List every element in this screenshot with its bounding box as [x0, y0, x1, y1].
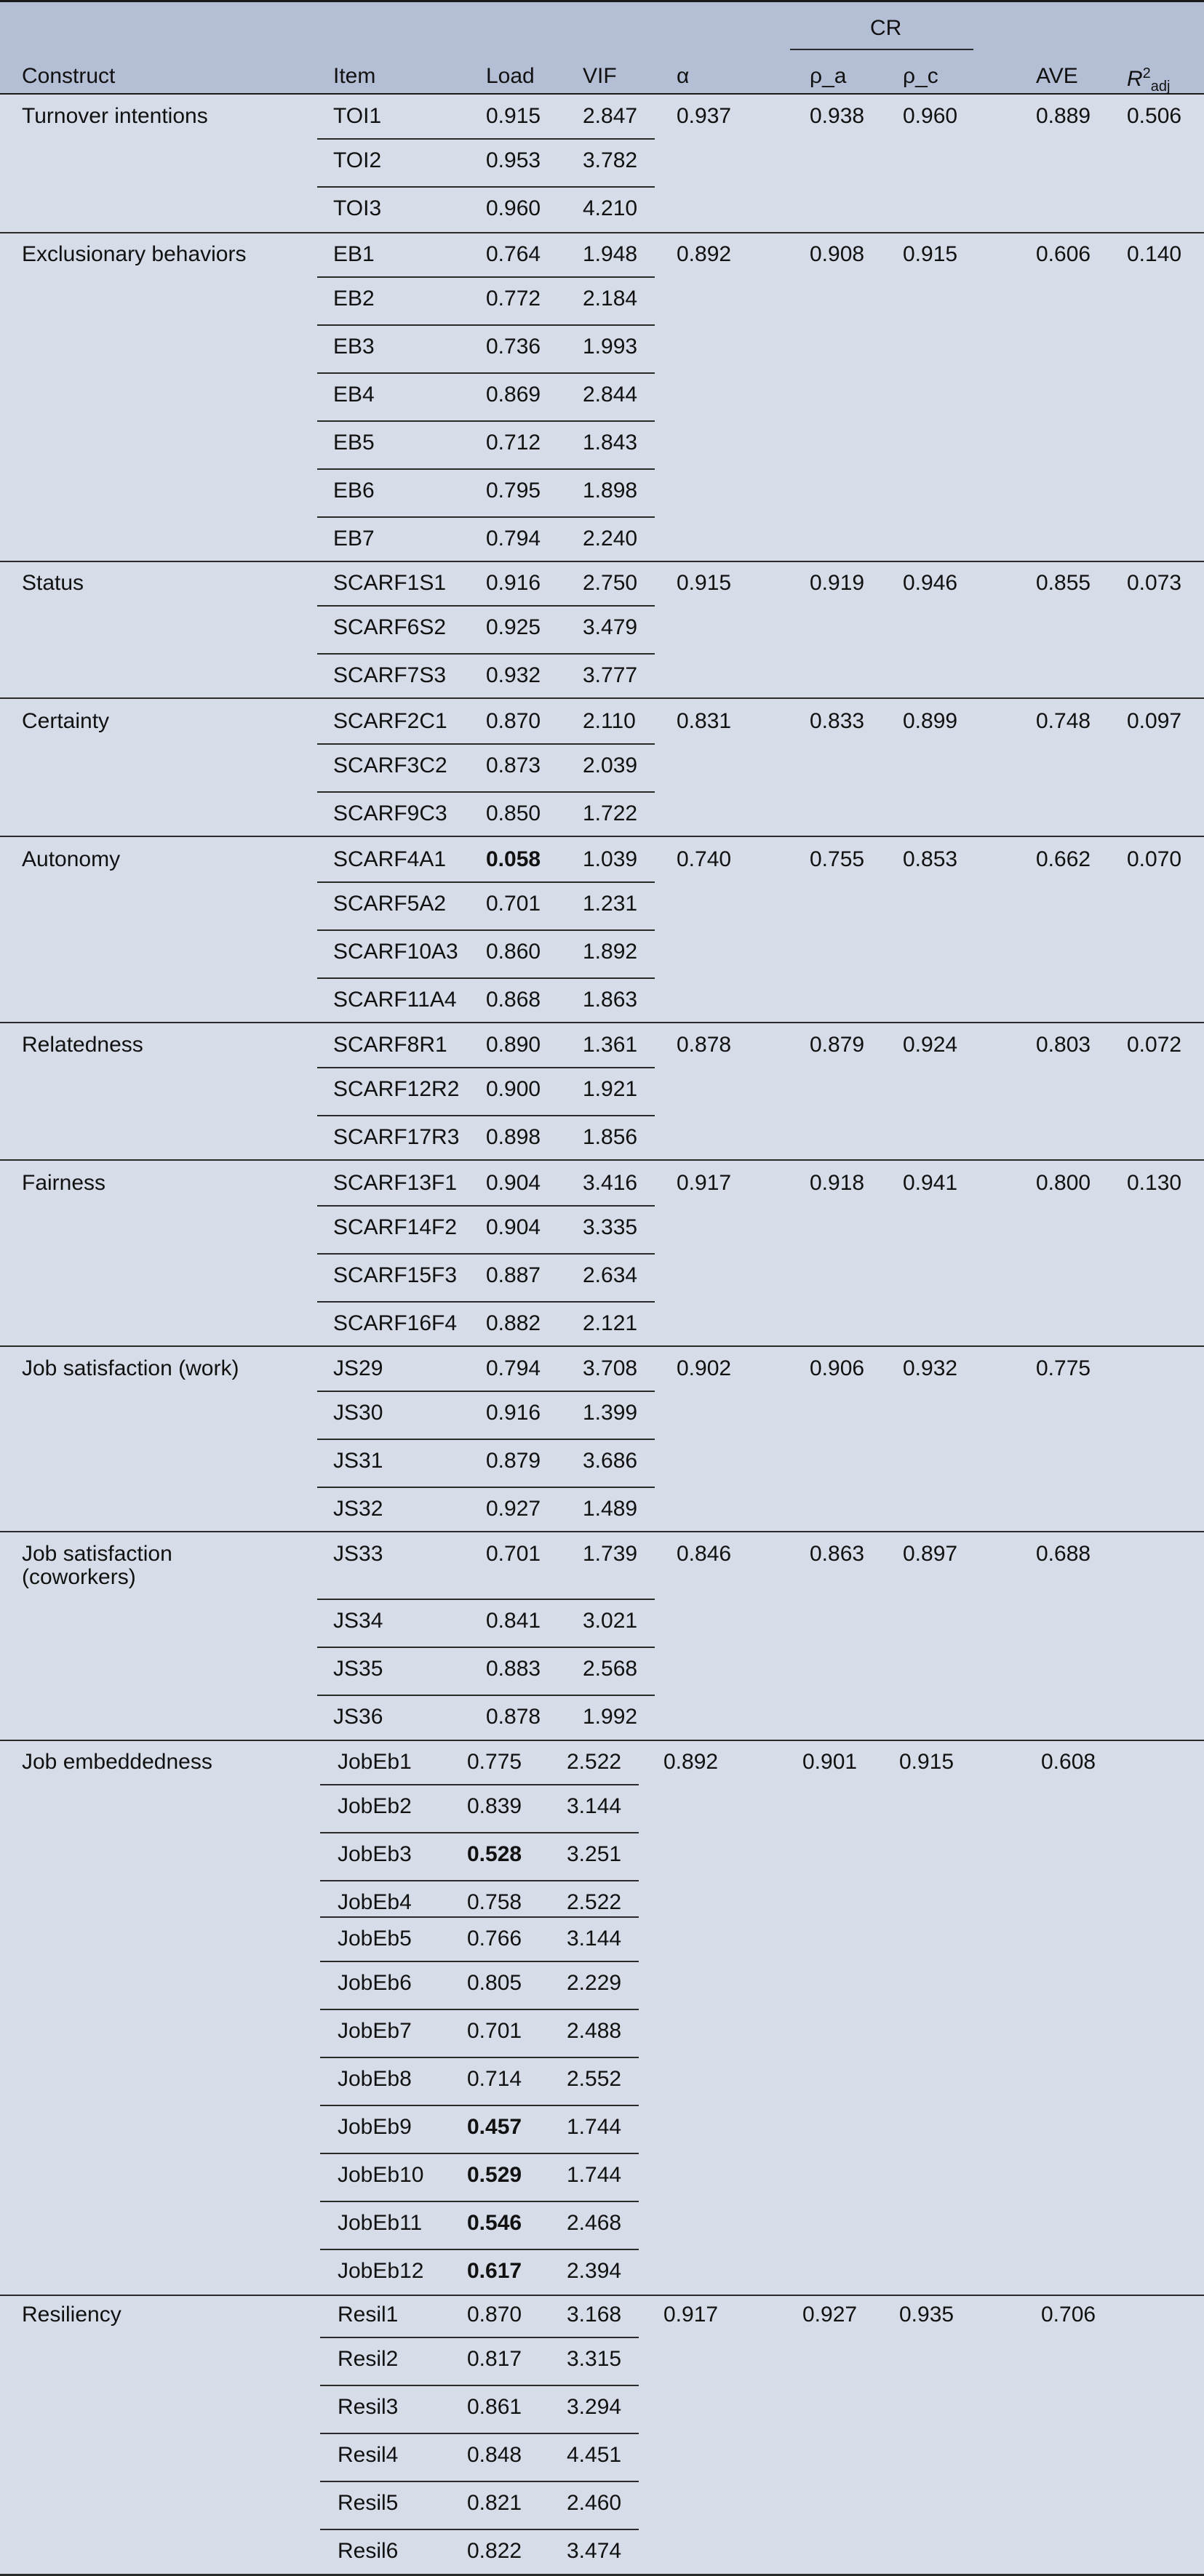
loading-value: 0.839 [467, 1794, 522, 1818]
group-divider [0, 1159, 1204, 1161]
item-label: SCARF9C3 [333, 801, 447, 825]
item-divider [317, 1439, 655, 1440]
group-divider [0, 561, 1204, 562]
item-divider [317, 420, 655, 422]
loading-value: 0.775 [467, 1750, 522, 1774]
item-label: EB7 [333, 527, 375, 551]
group-divider [0, 1740, 1204, 1741]
item-divider [317, 1205, 655, 1207]
group-divider [0, 232, 1204, 233]
vif-value: 2.039 [583, 753, 638, 777]
group-divider [0, 1345, 1204, 1347]
construct-label: Job satisfaction (work) [22, 1356, 239, 1380]
vif-value: 2.110 [583, 709, 636, 733]
vif-value: 2.394 [567, 2259, 622, 2283]
loading-value: 0.772 [486, 287, 541, 311]
r2adj-value: 0.073 [1127, 571, 1182, 595]
item-label: JobEb3 [338, 1842, 412, 1866]
rho-a-value: 0.833 [810, 709, 865, 733]
vif-value: 1.892 [583, 940, 638, 964]
item-divider [317, 468, 655, 470]
vif-value: 3.294 [567, 2395, 622, 2419]
item-label: EB5 [333, 431, 375, 455]
loading-value: 0.617 [467, 2259, 522, 2283]
vif-value: 3.168 [567, 2303, 622, 2327]
rho-a-value: 0.927 [802, 2303, 858, 2327]
item-label: EB1 [333, 242, 375, 266]
vif-value: 1.361 [583, 1033, 638, 1057]
header-vif: VIF [583, 64, 617, 88]
rho-a-value: 0.755 [810, 847, 865, 871]
item-divider [320, 2385, 639, 2386]
loading-value: 0.887 [486, 1263, 541, 1287]
loading-value: 0.758 [467, 1890, 522, 1914]
item-label: SCARF10A3 [333, 940, 458, 964]
vif-value: 3.474 [567, 2539, 622, 2563]
loading-value: 0.528 [467, 1842, 522, 1866]
item-label: Resil5 [338, 2491, 399, 2515]
header-item: Item [333, 64, 376, 88]
vif-value: 1.231 [583, 892, 638, 916]
item-divider [317, 1301, 655, 1303]
item-divider [320, 2249, 639, 2250]
rho-a-value: 0.908 [810, 242, 865, 266]
item-label: EB6 [333, 479, 375, 503]
item-divider [317, 1695, 655, 1696]
item-label: Resil2 [338, 2347, 399, 2371]
alpha-value: 0.892 [663, 1750, 719, 1774]
loading-value: 0.457 [467, 2115, 522, 2139]
r2-base: R [1127, 67, 1143, 91]
rho-c-value: 0.946 [903, 571, 958, 595]
ave-value: 0.889 [1036, 104, 1091, 128]
vif-value: 3.144 [567, 1927, 622, 1951]
item-label: JS32 [333, 1497, 383, 1521]
vif-value: 1.399 [583, 1401, 638, 1425]
alpha-value: 0.937 [677, 104, 732, 128]
item-divider [317, 1115, 655, 1116]
ave-value: 0.662 [1036, 847, 1091, 871]
loading-value: 0.904 [486, 1171, 541, 1195]
header-cr: CR [870, 16, 902, 40]
loading-value: 0.795 [486, 479, 541, 503]
item-label: SCARF7S3 [333, 663, 447, 687]
item-divider [320, 2433, 639, 2434]
vif-value: 2.240 [583, 527, 638, 551]
loading-value: 0.821 [467, 2491, 522, 2515]
construct-label: Relatedness [22, 1033, 143, 1057]
cr-rule [790, 49, 973, 50]
loading-value: 0.766 [467, 1927, 522, 1951]
loading-value: 0.916 [486, 571, 541, 595]
item-label: Resil1 [338, 2303, 399, 2327]
item-divider [320, 2009, 639, 2010]
item-divider [317, 929, 655, 931]
item-divider [317, 881, 655, 883]
r2adj-value: 0.070 [1127, 847, 1182, 871]
construct-label: Turnover intentions [22, 104, 208, 128]
loading-value: 0.794 [486, 1356, 541, 1380]
group-divider [0, 1022, 1204, 1023]
item-divider [320, 1784, 639, 1785]
rho-a-value: 0.901 [802, 1750, 858, 1774]
construct-label: Resiliency [22, 2303, 121, 2327]
item-divider [320, 1961, 639, 1962]
item-divider [317, 1647, 655, 1648]
item-label: JS35 [333, 1657, 383, 1681]
item-label: SCARF8R1 [333, 1033, 447, 1057]
item-divider [320, 1832, 639, 1833]
loading-value: 0.960 [486, 196, 541, 220]
vif-value: 4.451 [567, 2443, 622, 2467]
vif-value: 1.921 [583, 1077, 638, 1101]
vif-value: 2.184 [583, 287, 638, 311]
loading-value: 0.953 [486, 148, 541, 172]
item-label: Resil4 [338, 2443, 399, 2467]
vif-value: 2.634 [583, 1263, 638, 1287]
vif-value: 1.744 [567, 2163, 622, 2187]
item-label: SCARF12R2 [333, 1077, 460, 1101]
item-label: JobEb7 [338, 2019, 412, 2043]
vif-value: 1.722 [583, 801, 638, 825]
item-divider [317, 791, 655, 793]
item-label: JS31 [333, 1449, 383, 1473]
vif-value: 1.739 [583, 1542, 638, 1566]
item-divider [317, 138, 655, 140]
loading-value: 0.873 [486, 753, 541, 777]
item-divider [317, 1391, 655, 1392]
vif-value: 3.315 [567, 2347, 622, 2371]
item-divider [317, 605, 655, 607]
item-label: JS34 [333, 1609, 383, 1633]
item-divider [320, 2529, 639, 2530]
vif-value: 1.744 [567, 2115, 622, 2139]
item-label: Resil6 [338, 2539, 399, 2563]
loading-value: 0.546 [467, 2211, 522, 2235]
loading-value: 0.841 [486, 1609, 541, 1633]
rho-c-value: 0.915 [903, 242, 958, 266]
item-label: SCARF6S2 [333, 615, 447, 639]
rho-a-value: 0.879 [810, 1033, 865, 1057]
loading-value: 0.712 [486, 431, 541, 455]
item-divider [320, 2057, 639, 2058]
item-label: SCARF5A2 [333, 892, 447, 916]
loading-value: 0.898 [486, 1125, 541, 1149]
loading-value: 0.701 [486, 892, 541, 916]
item-label: TOI3 [333, 196, 382, 220]
loading-value: 0.869 [486, 383, 541, 407]
ave-value: 0.606 [1036, 242, 1091, 266]
header-ave: AVE [1036, 64, 1078, 88]
ave-value: 0.775 [1036, 1356, 1091, 1380]
item-label: JobEb9 [338, 2115, 412, 2139]
rho-a-value: 0.863 [810, 1542, 865, 1566]
vif-value: 2.568 [583, 1657, 638, 1681]
vif-value: 2.844 [583, 383, 638, 407]
item-label: SCARF13F1 [333, 1171, 458, 1195]
vif-value: 4.210 [583, 196, 638, 220]
item-label: EB3 [333, 335, 375, 359]
item-divider [317, 516, 655, 518]
item-divider [320, 2153, 639, 2154]
loading-value: 0.868 [486, 988, 541, 1012]
item-label: SCARF1S1 [333, 571, 447, 595]
item-divider [320, 2337, 639, 2338]
group-divider [0, 1531, 1204, 1532]
alpha-value: 0.878 [677, 1033, 732, 1057]
vif-value: 2.468 [567, 2211, 622, 2235]
rho-a-value: 0.938 [810, 104, 865, 128]
loading-value: 0.848 [467, 2443, 522, 2467]
vif-value: 3.479 [583, 615, 638, 639]
vif-value: 3.416 [583, 1171, 638, 1195]
item-divider [320, 2105, 639, 2106]
loading-value: 0.879 [486, 1449, 541, 1473]
vif-value: 1.843 [583, 431, 638, 455]
rho-c-value: 0.899 [903, 709, 958, 733]
item-divider [317, 276, 655, 278]
item-label: Resil3 [338, 2395, 399, 2419]
item-label: JS33 [333, 1542, 383, 1566]
loading-value: 0.882 [486, 1311, 541, 1335]
rho-c-value: 0.924 [903, 1033, 958, 1057]
item-label: SCARF2C1 [333, 709, 447, 733]
item-divider [320, 1916, 639, 1918]
rho-c-value: 0.935 [899, 2303, 954, 2327]
r2-sup: 2 [1142, 65, 1151, 81]
vif-value: 1.863 [583, 988, 638, 1012]
vif-value: 3.777 [583, 663, 638, 687]
construct-label: Autonomy [22, 847, 121, 871]
r2adj-value: 0.097 [1127, 709, 1182, 733]
construct-label: Job embeddedness [22, 1750, 212, 1774]
item-label: SCARF17R3 [333, 1125, 460, 1149]
construct-label: (coworkers) [22, 1565, 136, 1589]
item-label: SCARF14F2 [333, 1215, 458, 1239]
rho-c-value: 0.897 [903, 1542, 958, 1566]
group-divider [0, 2295, 1204, 2296]
loading-value: 0.925 [486, 615, 541, 639]
vif-value: 2.121 [583, 1311, 638, 1335]
alpha-value: 0.831 [677, 709, 732, 733]
vif-value: 1.039 [583, 847, 638, 871]
loading-value: 0.890 [486, 1033, 541, 1057]
item-divider [317, 186, 655, 188]
header-r2adj [1127, 60, 1171, 100]
r2-sub: adj [1150, 79, 1171, 95]
vif-value: 2.847 [583, 104, 638, 128]
group-divider [0, 697, 1204, 699]
alpha-value: 0.892 [677, 242, 732, 266]
rho-c-value: 0.941 [903, 1171, 958, 1195]
rho-c-value: 0.932 [903, 1356, 958, 1380]
rho-a-value: 0.906 [810, 1356, 865, 1380]
construct-label: Certainty [22, 709, 110, 733]
vif-value: 1.856 [583, 1125, 638, 1149]
item-label: JobEb12 [338, 2259, 424, 2283]
alpha-value: 0.846 [677, 1542, 732, 1566]
item-label: SCARF11A4 [333, 988, 457, 1012]
item-label: JobEb4 [338, 1890, 412, 1914]
vif-value: 1.993 [583, 335, 638, 359]
loading-value: 0.850 [486, 801, 541, 825]
rho-c-value: 0.960 [903, 104, 958, 128]
construct-label: Status [22, 571, 84, 595]
r2adj-value: 0.506 [1127, 104, 1182, 128]
item-label: JobEb2 [338, 1794, 412, 1818]
vif-value: 1.898 [583, 479, 638, 503]
item-label: SCARF15F3 [333, 1263, 458, 1287]
item-label: JobEb10 [338, 2163, 424, 2187]
construct-label: Job satisfaction [22, 1542, 172, 1566]
vif-value: 1.948 [583, 242, 638, 266]
vif-value: 3.686 [583, 1449, 638, 1473]
loading-value: 0.915 [486, 104, 541, 128]
header-construct: Construct [22, 64, 116, 88]
vif-value: 1.992 [583, 1705, 638, 1729]
vif-value: 2.522 [567, 1750, 622, 1774]
loading-value: 0.900 [486, 1077, 541, 1101]
rho-a-value: 0.918 [810, 1171, 865, 1195]
loading-value: 0.764 [486, 242, 541, 266]
construct-label: Fairness [22, 1171, 106, 1195]
loading-value: 0.861 [467, 2395, 522, 2419]
loading-value: 0.529 [467, 2163, 522, 2187]
item-label: TOI2 [333, 148, 382, 172]
item-label: SCARF4A1 [333, 847, 447, 871]
vif-value: 3.335 [583, 1215, 638, 1239]
loading-value: 0.883 [486, 1657, 541, 1681]
loading-value: 0.904 [486, 1215, 541, 1239]
alpha-value: 0.740 [677, 847, 732, 871]
item-label: JobEb11 [338, 2211, 423, 2235]
loading-value: 0.817 [467, 2347, 522, 2371]
item-label: JS29 [333, 1356, 383, 1380]
r2adj-value: 0.072 [1127, 1033, 1182, 1057]
alpha-value: 0.915 [677, 571, 732, 595]
vif-value: 2.750 [583, 571, 638, 595]
loading-value: 0.932 [486, 663, 541, 687]
item-divider [317, 977, 655, 979]
rho-c-value: 0.853 [903, 847, 958, 871]
item-label: JobEb1 [338, 1750, 412, 1774]
loading-value: 0.822 [467, 2539, 522, 2563]
loading-value: 0.870 [486, 709, 541, 733]
ave-value: 0.706 [1041, 2303, 1096, 2327]
header-alpha: α [677, 64, 690, 88]
item-label: JobEb6 [338, 1971, 412, 1995]
group-divider [0, 836, 1204, 837]
loading-value: 0.714 [467, 2067, 522, 2091]
item-divider [320, 2201, 639, 2202]
loading-value: 0.794 [486, 527, 541, 551]
vif-value: 2.522 [567, 1890, 622, 1914]
r2adj-value: 0.140 [1127, 242, 1182, 266]
ave-value: 0.688 [1036, 1542, 1091, 1566]
alpha-value: 0.917 [677, 1171, 732, 1195]
r2adj-value: 0.130 [1127, 1171, 1182, 1195]
loading-value: 0.058 [486, 847, 541, 871]
loading-value: 0.860 [486, 940, 541, 964]
header-rho-a: ρ_a [810, 64, 847, 88]
ave-value: 0.748 [1036, 709, 1091, 733]
item-divider [317, 1253, 655, 1255]
item-divider [317, 1599, 655, 1600]
vif-value: 3.144 [567, 1794, 622, 1818]
item-divider [317, 324, 655, 326]
vif-value: 3.782 [583, 148, 638, 172]
ave-value: 0.855 [1036, 571, 1091, 595]
vif-value: 1.489 [583, 1497, 638, 1521]
vif-value: 3.708 [583, 1356, 638, 1380]
table-header [0, 0, 1204, 95]
construct-label: Exclusionary behaviors [22, 242, 247, 266]
item-label: EB2 [333, 287, 375, 311]
vif-value: 2.229 [567, 1971, 622, 1995]
ave-value: 0.608 [1041, 1750, 1096, 1774]
item-label: SCARF3C2 [333, 753, 447, 777]
item-divider [317, 1067, 655, 1068]
item-label: JobEb5 [338, 1927, 412, 1951]
rho-c-value: 0.915 [899, 1750, 954, 1774]
ave-value: 0.803 [1036, 1033, 1091, 1057]
item-divider [317, 743, 655, 745]
item-divider [317, 1487, 655, 1488]
header-rho-c: ρ_c [903, 64, 938, 88]
loading-value: 0.736 [486, 335, 541, 359]
vif-value: 2.488 [567, 2019, 622, 2043]
item-label: SCARF16F4 [333, 1311, 458, 1335]
loading-value: 0.701 [467, 2019, 522, 2043]
vif-value: 3.251 [567, 1842, 622, 1866]
vif-value: 2.460 [567, 2491, 622, 2515]
item-label: JS30 [333, 1401, 383, 1425]
item-label: TOI1 [333, 104, 382, 128]
alpha-value: 0.917 [663, 2303, 719, 2327]
item-label: EB4 [333, 383, 375, 407]
loading-value: 0.870 [467, 2303, 522, 2327]
loading-value: 0.878 [486, 1705, 541, 1729]
loading-value: 0.701 [486, 1542, 541, 1566]
item-divider [320, 1880, 639, 1881]
ave-value: 0.800 [1036, 1171, 1091, 1195]
loading-value: 0.927 [486, 1497, 541, 1521]
alpha-value: 0.902 [677, 1356, 732, 1380]
header-load: Load [486, 64, 535, 88]
vif-value: 2.552 [567, 2067, 622, 2091]
item-divider [317, 653, 655, 655]
rho-a-value: 0.919 [810, 571, 865, 595]
vif-value: 3.021 [583, 1609, 638, 1633]
loading-value: 0.916 [486, 1401, 541, 1425]
item-label: JobEb8 [338, 2067, 412, 2091]
loading-value: 0.805 [467, 1971, 522, 1995]
item-divider [320, 2481, 639, 2482]
item-label: JS36 [333, 1705, 383, 1729]
item-divider [317, 372, 655, 374]
